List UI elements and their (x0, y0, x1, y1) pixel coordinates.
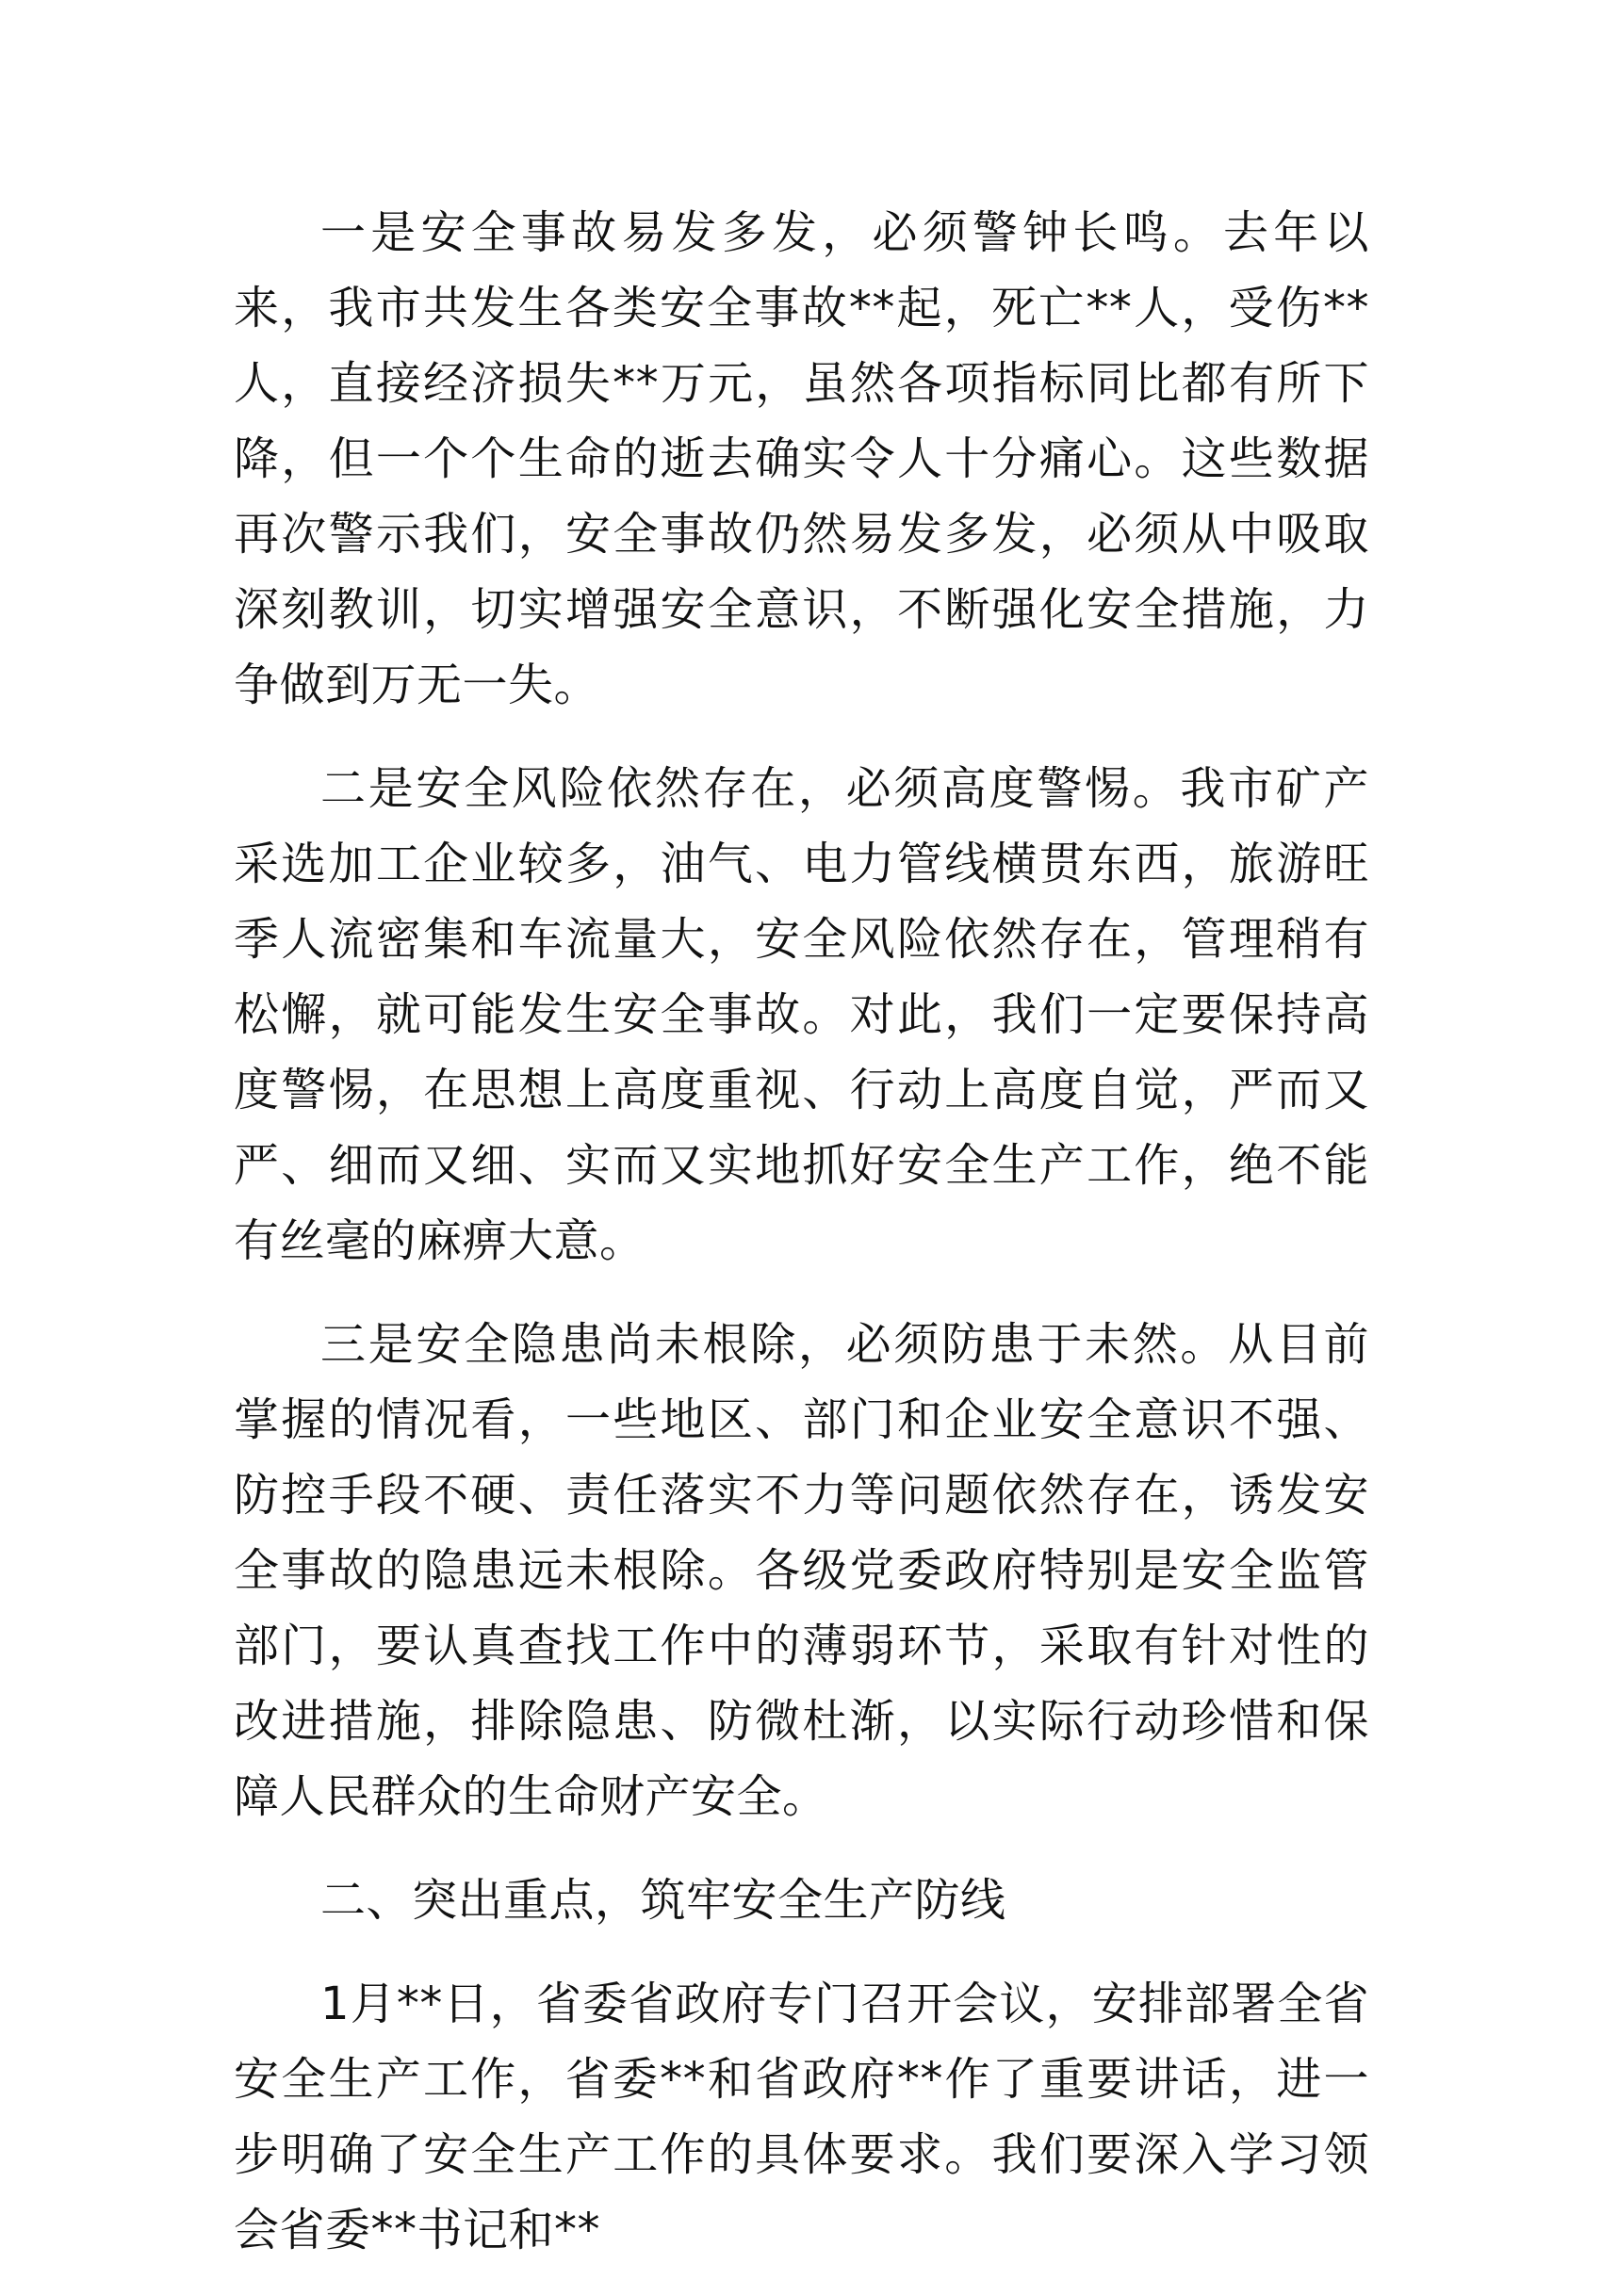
document-body (234, 195, 1369, 2296)
paragraph-accidents-frequent: 一是安全事故易发多发，必须警钟长鸣。去年以来，我市共发生各类安全事故**起，死亡**人，受伤**人，直接经济损失**万元，虽然各项指标同比都有所下降，但一个个生命的逝去确实令人十分痛心。这些数据再次警示我们，安全事故仍然易发多发，必须从中吸取深刻教训，切实增强安全意识，不断强化安全措施，力争做到万无一失。 (234, 206, 1369, 711)
paragraph-risks-exist: 二是安全风险依然存在，必须高度警惕。我市矿产采选加工企业较多，油气、电力管线横贯东西，旅游旺季人流密集和车流量大，安全风险依然存在，管理稍有松懈，就可能发生安全事故。对此，我们一定要保持高度警惕，在思想上高度重视、行动上高度自觉，严而又严、细而又细、实而又实地抓好安全生产工作，绝不能有丝毫的麻痹大意。 (234, 762, 1369, 1267)
paragraph-provincial-meeting: 1月**日，省委省政府专门召开会议，安排部署全省安全生产工作，省委**和省政府**作了重要讲话，进一步明确了安全生产工作的具体要求。我们要深入学习领会省委**书记和** (234, 1978, 1369, 2256)
paragraph-hazards-not-eliminated: 三是安全隐患尚未根除，必须防患于未然。从目前掌握的情况看，一些地区、部门和企业安全意识不强、防控手段不硬、责任落实不力等问题依然存在，诱发安全事故的隐患远未根除。各级党委政府特别是安全监管部门，要认真查找工作中的薄弱环节，采取有针对性的改进措施，排除隐患、防微杜渐，以实际行动珍惜和保障人民群众的生命财产安全。 (234, 1318, 1369, 1823)
section-heading: 二、突出重点，筑牢安全生产防线 (320, 1874, 1006, 1927)
